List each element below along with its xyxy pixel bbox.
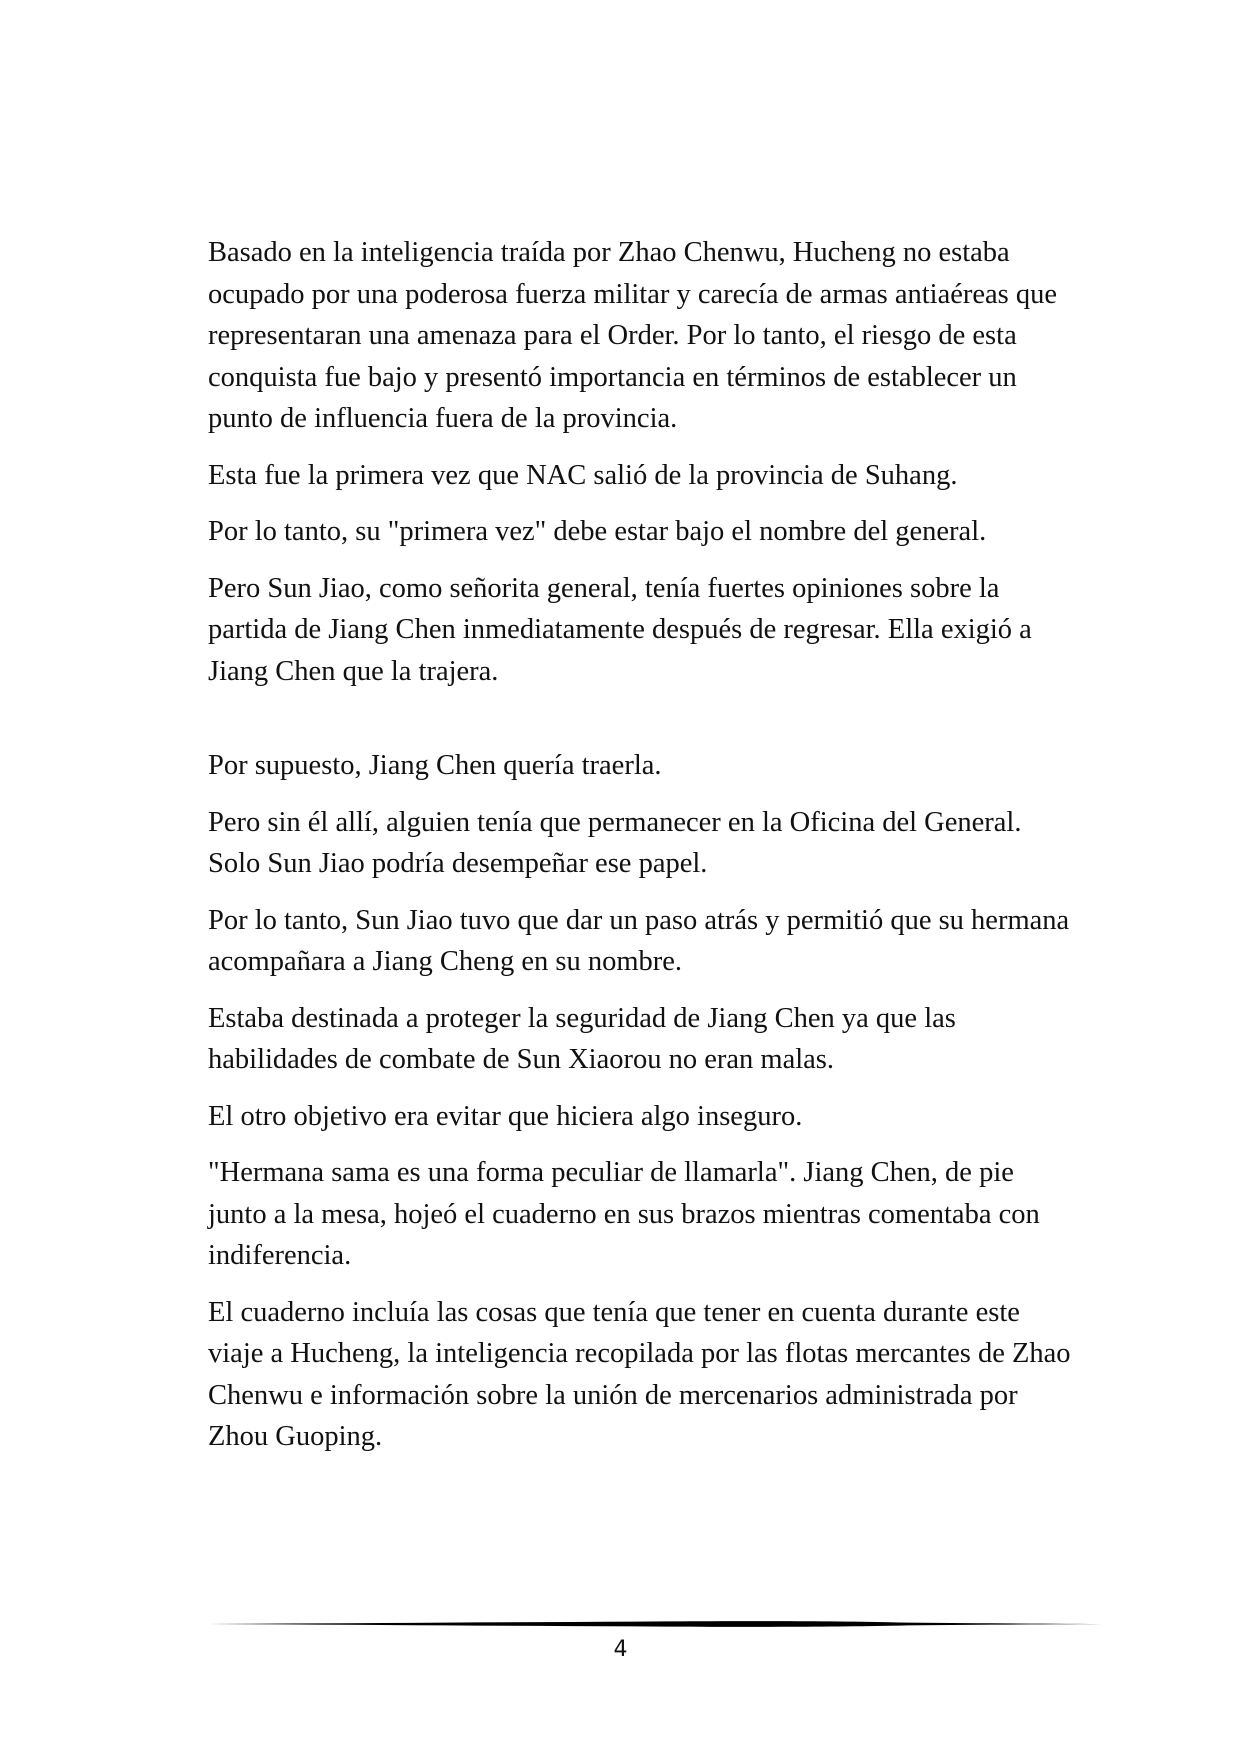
paragraph-8: Estaba destinada a proteger la seguridad de Jiang Chen ya que las habilidades de combate de Sun Xiaorou no eran malas. [208,1002,956,1075]
paragraph-5: Por supuesto, Jiang Chen quería traerla. [208,750,662,781]
paragraph-6: Pero sin él allí, alguien tenía que permanecer en la Oficina del General. Solo Sun Jiao podría desempeñar ese papel. [208,806,1022,879]
paragraph-10: "Hermana sama es una forma peculiar de llamarla". Jiang Chen, de pie junto a la mesa, hojeó el cuaderno en sus brazos mientras comentaba con indiferencia. [208,1157,1040,1271]
footer-rule [208,1617,1113,1631]
paragraph-3: Por lo tanto, su "primera vez" debe estar bajo el nombre del general. [208,516,987,547]
paragraph-2: Esta fue la primera vez que NAC salió de la provincia de Suhang. [208,459,958,491]
page-body [208,232,1078,1473]
paragraph-9: El otro objetivo era evitar que hiciera algo inseguro. [208,1100,803,1132]
paragraph-7: Por lo tanto, Sun Jiao tuvo que dar un paso atrás y permitió que su hermana acompañara a Jiang Cheng en su nombre. [208,904,1070,977]
paragraph-1: Basado en la inteligencia traída por Zhao Chenwu, Hucheng no estaba ocupado por una poderosa fuerza militar y carecía de armas antiaéreas que representaran una amenaza para el Order. Por lo tanto, el riesgo de esta conquista fue bajo y presentó importancia en términos de establecer un punto de influencia fuera de la provincia. [208,237,1058,434]
paragraph-11: El cuaderno incluía las cosas que tenía que tener en cuenta durante este viaje a Hucheng, la inteligencia recopilada por las flotas mercantes de Zhao Chenwu e información sobre la unión de mercenarios administrada por Zhou Guoping. [208,1296,1071,1452]
page-number: 4 [613,1637,628,1662]
paragraph-4: Pero Sun Jiao, como señorita general, tenía fuertes opiniones sobre la partida de Jiang Chen inmediatamente después de regresar. Ella exigió a Jiang Chen que la trajera. [208,572,1032,687]
footer-rule-swash [208,1621,1113,1627]
